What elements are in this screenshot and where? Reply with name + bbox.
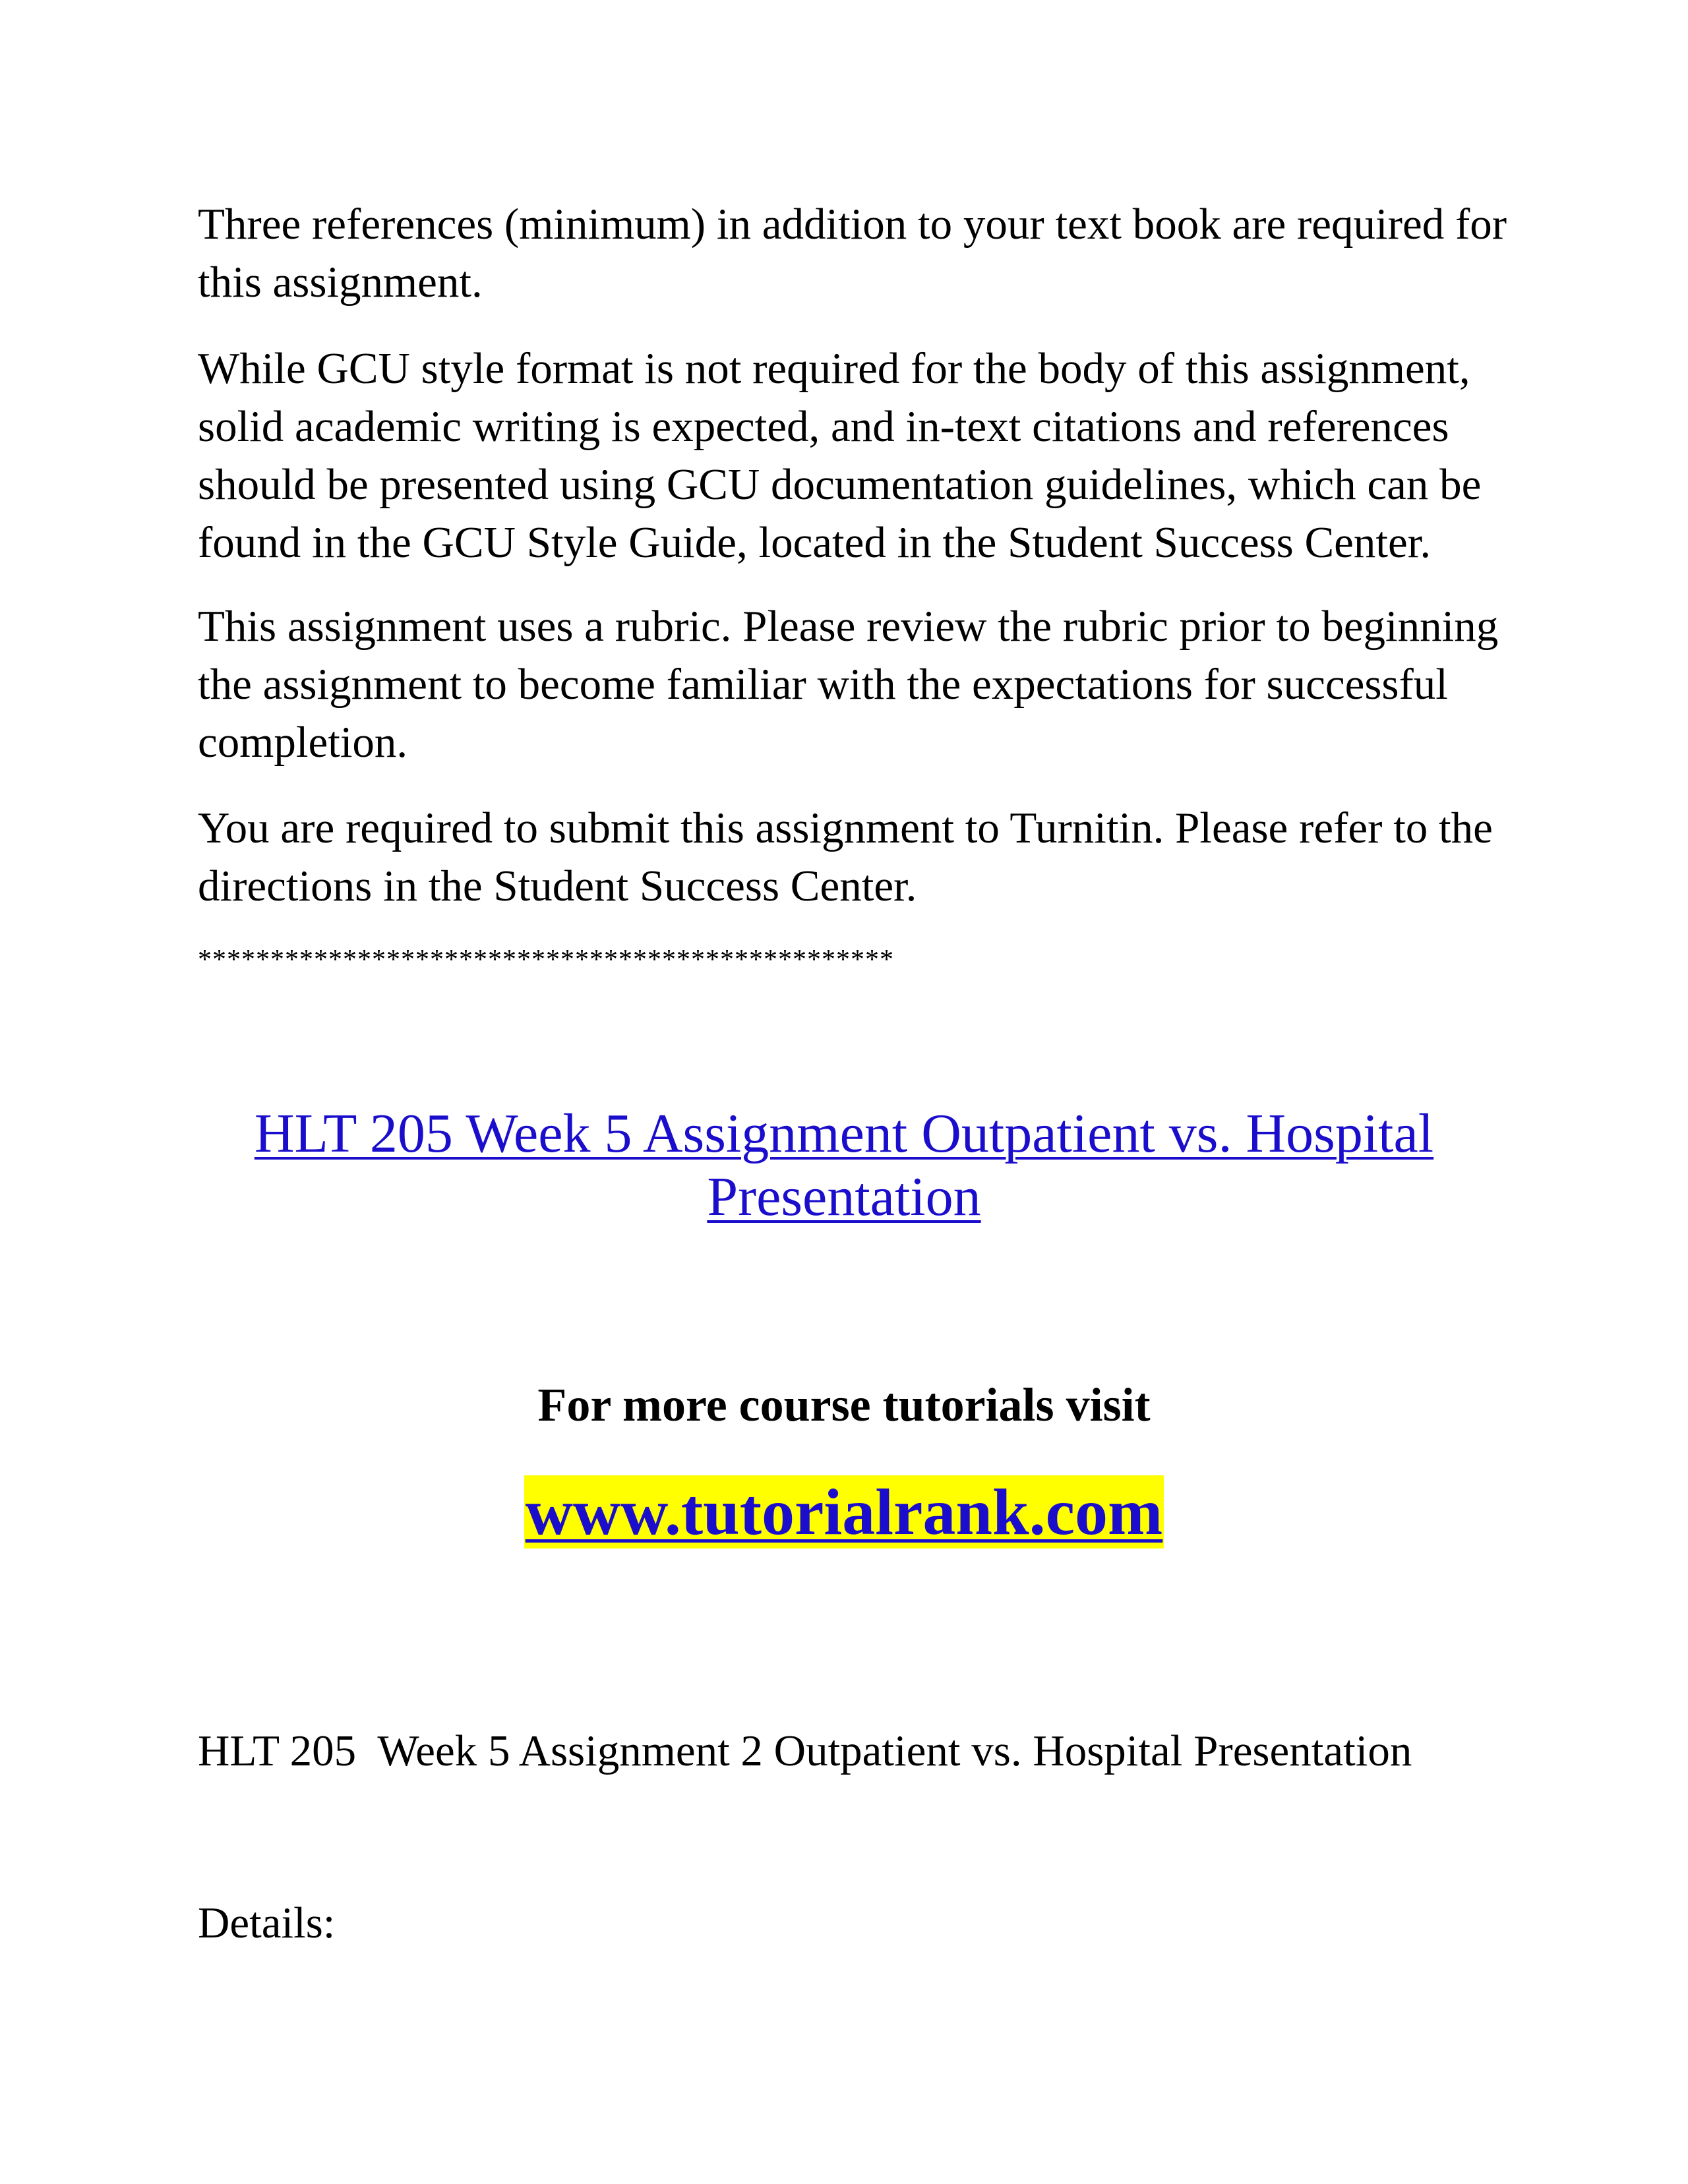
asterisk-separator: ************************************************ xyxy=(198,945,894,975)
turnitin-paragraph: You are required to submit this assignment to Turnitin. Please refer to the directions in the Student Success Center. xyxy=(198,804,1493,910)
tutorial-site-link[interactable]: www.tutorialrank.com xyxy=(525,1475,1163,1549)
course-title-link[interactable]: HLT 205 Week 5 Assignment Outpatient vs. Hospital Presentation xyxy=(254,1103,1434,1227)
site-link-container xyxy=(198,1473,1490,1552)
assignment-title: HLT 205 Week 5 Assignment 2 Outpatient vs. Hospital Presentation xyxy=(198,1727,1412,1775)
details-label: Details: xyxy=(198,1899,336,1947)
style-format-paragraph: While GCU style format is not required for the body of this assignment, solid academic writing is expected, and in-text citations and references should be presented using GCU documentation guidelines, which can be found in the GCU Style Guide, located in the Student Success Center. xyxy=(198,344,1482,567)
course-link-container xyxy=(198,1102,1490,1229)
references-requirement-paragraph: Three references (minimum) in addition to your text book are required for this assignment. xyxy=(198,200,1507,307)
rubric-paragraph: This assignment uses a rubric. Please review the rubric prior to beginning the assignment to become familiar with the expectations for successful completion. xyxy=(198,602,1499,767)
promo-heading: For more course tutorials visit xyxy=(537,1378,1151,1431)
